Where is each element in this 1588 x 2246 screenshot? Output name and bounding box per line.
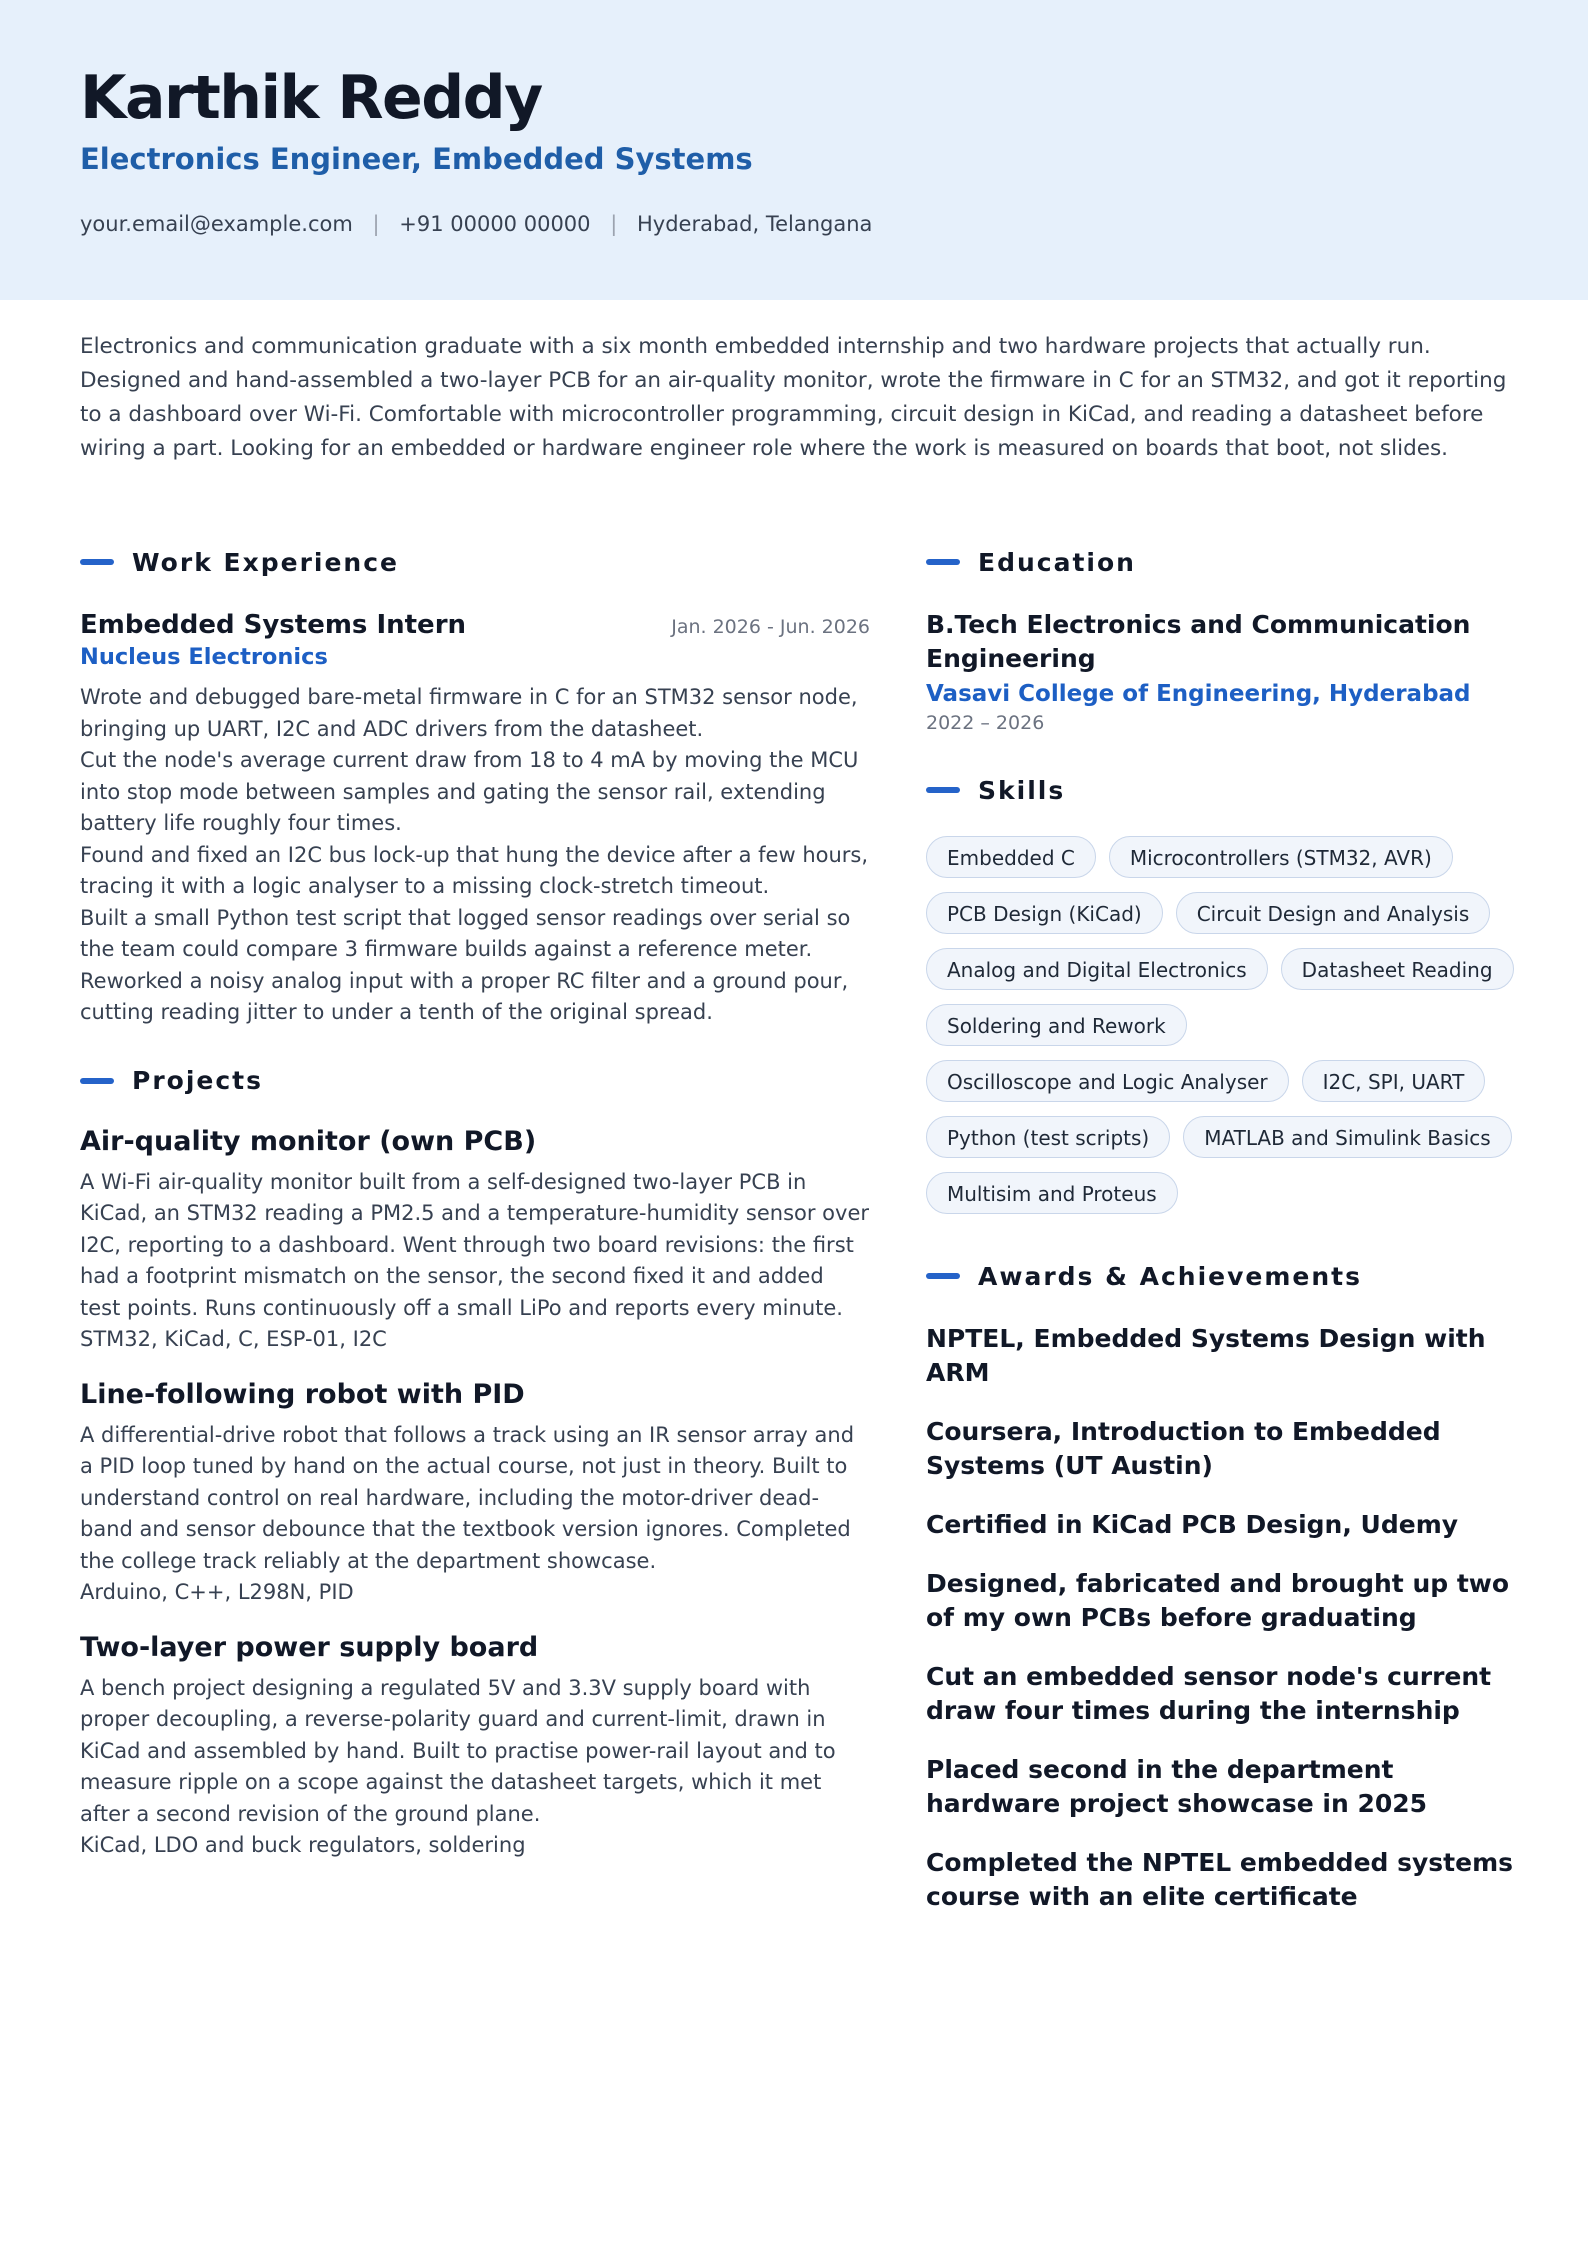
section-accent-bar bbox=[926, 1273, 960, 1279]
project-description: A differential-drive robot that follows a track using an IR sensor array and a PID loop tuned by hand on the actual course, not just in theory. Built to understand control on real hardware, including the motor-driver dead-band and sensor debounce that the textbook version ignores. Completed the college track reliably at the department showcase. bbox=[80, 1422, 855, 1573]
project-item bbox=[80, 1629, 870, 1862]
project-description: A Wi-Fi air-quality monitor built from a self-designed two-layer PCB in KiCad, an STM32 reading a PM2.5 and a temperature-humidity sensor over I2C, reporting to a dashboard. Went through two board revisions: the first had a footprint mismatch on the sensor, the second fixed it and added test points. Runs continuously off a small LiPo and reports every minute. bbox=[80, 1169, 869, 1320]
award-item: Completed the NPTEL embedded systems course with an elite certificate bbox=[926, 1848, 1514, 1911]
project-description: A bench project designing a regulated 5V and 3.3V supply board with proper decoupling, a reverse-polarity guard and current-limit, drawn in KiCad and assembled by hand. Built to practise power-rail layout and to measure ripple on a scope against the datasheet targets, which it met after a second revision of the ground plane. bbox=[80, 1675, 836, 1826]
job-bullets bbox=[80, 682, 870, 1029]
professional-summary: Electronics and communication graduate with a six month embedded internship and two hardware projects that actually run. Designed and hand-assembled a two-layer PCB for an air-quality monitor, wrote the firmware in C for an STM32, and got it reporting to a dashboard over Wi-Fi. Comfortable with microcontroller programming, circuit design in KiCad, and reading a datasheet before wiring a part. Looking for an embedded or hardware engineer role where the work is measured on boards that boot, not slides. bbox=[80, 334, 1507, 461]
award-item: Coursera, Introduction to Embedded Systems (UT Austin) bbox=[926, 1417, 1441, 1480]
job-bullet: Cut the node's average current draw from 18 to 4 mA by moving the MCU into stop mode between samples and gating the sensor rail, extending battery life roughly four times. bbox=[80, 748, 859, 835]
project-tags: Arduino, C++, L298N, PID bbox=[80, 1580, 354, 1604]
section-heading bbox=[926, 768, 1526, 812]
education-degree: B.Tech Electronics and Communication Engineering bbox=[926, 610, 1471, 673]
candidate-title: Electronics Engineer, Embedded Systems bbox=[80, 142, 753, 176]
job-bullet: Found and fixed an I2C bus lock-up that hung the device after a few hours, tracing it with a logic analyser to a missing clock-stretch timeout. bbox=[80, 842, 869, 898]
contact-separator: | bbox=[610, 212, 618, 236]
award-item: Certified in KiCad PCB Design, Udemy bbox=[926, 1510, 1459, 1539]
job-bullet: Wrote and debugged bare-metal firmware in C for an STM32 sensor node, bringing up UART, I2C and ADC drivers from the datasheet. bbox=[80, 685, 858, 741]
project-title: Line-following robot with PID bbox=[80, 1378, 525, 1410]
award-item: NPTEL, Embedded Systems Design with ARM bbox=[926, 1324, 1486, 1387]
section-accent-bar bbox=[80, 1078, 114, 1084]
education-years: 2022 – 2026 bbox=[926, 712, 1045, 734]
skill-chip: I2C, SPI, UART bbox=[1302, 1060, 1486, 1102]
section-accent-bar bbox=[926, 787, 960, 793]
section-accent-bar bbox=[926, 559, 960, 565]
section-heading bbox=[926, 540, 1526, 584]
section-accent-bar bbox=[80, 559, 114, 565]
award-item: Placed second in the department hardware project showcase in 2025 bbox=[926, 1755, 1428, 1818]
section-heading-label: Projects bbox=[132, 1066, 264, 1095]
contact-location: Hyderabad, Telangana bbox=[636, 212, 873, 236]
section-heading-label: Education bbox=[978, 547, 1136, 577]
award-item: Designed, fabricated and brought up two of my own PCBs before graduating bbox=[926, 1569, 1510, 1632]
project-item bbox=[80, 1123, 870, 1356]
project-tags: STM32, KiCad, C, ESP-01, I2C bbox=[80, 1327, 387, 1351]
section-heading bbox=[80, 540, 870, 584]
award-item: Cut an embedded sensor node's current draw four times during the internship bbox=[926, 1662, 1492, 1725]
skill-chip: Multisim and Proteus bbox=[926, 1172, 1178, 1214]
skills-list bbox=[926, 836, 1526, 1214]
skill-chip: Soldering and Rework bbox=[926, 1004, 1187, 1046]
resume-header bbox=[0, 0, 1588, 300]
awards-section bbox=[926, 1254, 1526, 1914]
job-role: Embedded Systems Intern bbox=[80, 610, 467, 640]
contact-line bbox=[80, 212, 872, 236]
left-column bbox=[80, 540, 870, 1862]
section-heading-label: Awards & Achievements bbox=[978, 1261, 1363, 1291]
section-heading bbox=[926, 1254, 1526, 1298]
skill-chip: MATLAB and Simulink Basics bbox=[1183, 1116, 1511, 1158]
skill-chip: Python (test scripts) bbox=[926, 1116, 1170, 1158]
skill-chip: Embedded C bbox=[926, 836, 1096, 878]
skill-chip: Oscilloscope and Logic Analyser bbox=[926, 1060, 1289, 1102]
work-experience-section bbox=[80, 540, 870, 1029]
education-school: Vasavi College of Engineering, Hyderabad bbox=[926, 681, 1471, 707]
contact-separator: | bbox=[372, 212, 380, 236]
project-tags: KiCad, LDO and buck regulators, soldering bbox=[80, 1833, 526, 1857]
project-title: Air-quality monitor (own PCB) bbox=[80, 1125, 537, 1157]
section-heading bbox=[80, 1059, 870, 1103]
job-bullet: Built a small Python test script that logged sensor readings over serial so the team could compare 3 firmware builds against a reference meter. bbox=[80, 905, 851, 961]
candidate-name: Karthik Reddy bbox=[80, 63, 542, 133]
section-heading-label: Work Experience bbox=[132, 547, 399, 577]
job-dates: Jan. 2026 - Jun. 2026 bbox=[671, 616, 870, 638]
project-title: Two-layer power supply board bbox=[80, 1631, 539, 1663]
skills-section bbox=[926, 768, 1526, 1214]
section-heading-label: Skills bbox=[978, 775, 1066, 805]
skill-chip: Circuit Design and Analysis bbox=[1176, 892, 1491, 934]
project-item bbox=[80, 1376, 870, 1609]
job-company: Nucleus Electronics bbox=[80, 644, 328, 670]
job-header bbox=[80, 610, 870, 640]
contact-phone[interactable]: +91 00000 00000 bbox=[399, 212, 591, 236]
skill-chip: Datasheet Reading bbox=[1281, 948, 1514, 990]
projects-section bbox=[80, 1059, 870, 1862]
right-column bbox=[926, 540, 1526, 1914]
job-bullet: Reworked a noisy analog input with a proper RC filter and a ground pour, cutting reading jitter to under a tenth of the original spread. bbox=[80, 968, 849, 1024]
skill-chip: Analog and Digital Electronics bbox=[926, 948, 1268, 990]
contact-email[interactable]: your.email@example.com bbox=[80, 212, 353, 236]
education-section bbox=[926, 540, 1526, 734]
skill-chip: PCB Design (KiCad) bbox=[926, 892, 1163, 934]
skill-chip: Microcontrollers (STM32, AVR) bbox=[1109, 836, 1453, 878]
